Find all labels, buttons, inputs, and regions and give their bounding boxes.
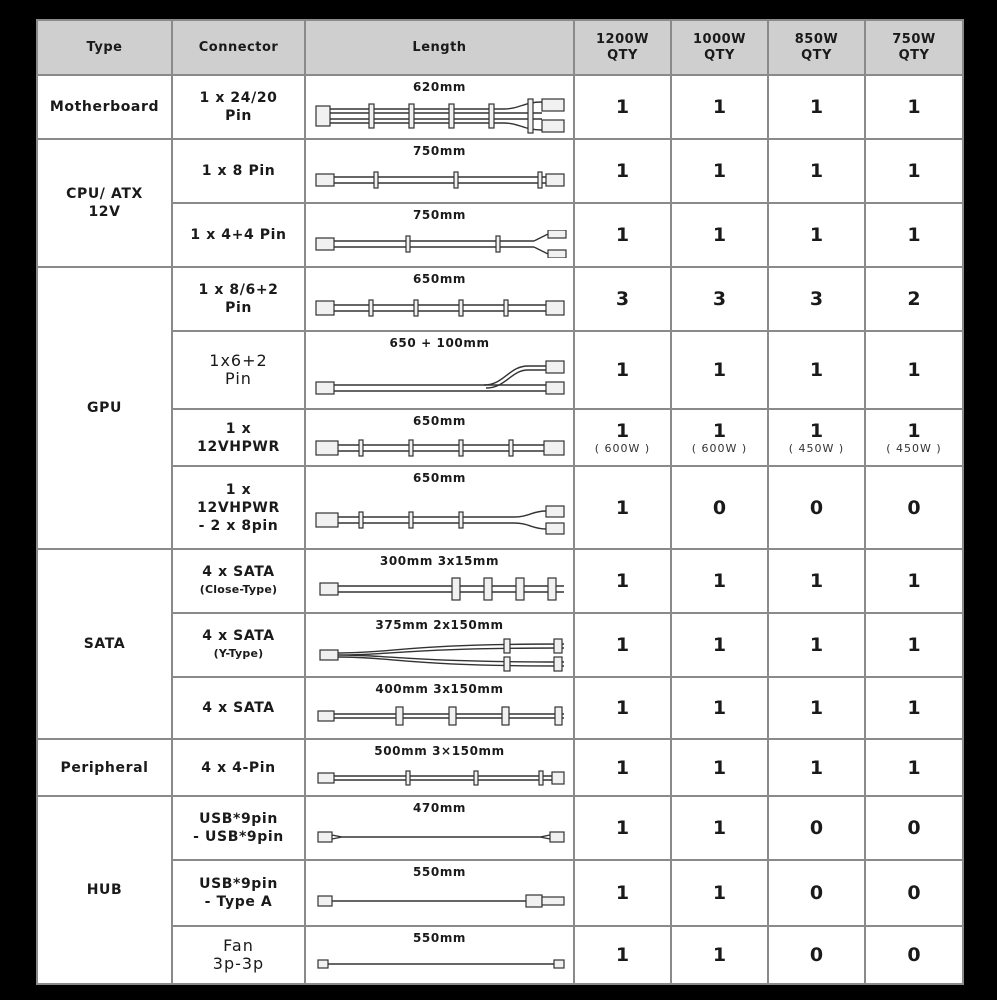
- connector-cell: [172, 677, 305, 739]
- connector-line: 4 x SATA: [202, 700, 275, 716]
- table-row: [37, 549, 963, 613]
- connector-line: 1 x 4+4 Pin: [190, 227, 287, 243]
- table-row: [37, 926, 963, 984]
- qty-cell: 1: [865, 613, 963, 677]
- header-unit: QTY: [704, 47, 735, 63]
- qty-cell: 0: [671, 466, 768, 549]
- connector-line: 3p-3p: [212, 954, 265, 973]
- qty-cell: 1: [671, 203, 768, 267]
- header-watt: 750W: [892, 31, 936, 47]
- qty-cell: 1: [671, 860, 768, 926]
- cable-spec-sheet: [36, 19, 962, 983]
- connector-line: Fan: [223, 936, 254, 955]
- qty-cell: 1: [768, 139, 865, 203]
- qty-cell: 1: [865, 677, 963, 739]
- table-row: [37, 739, 963, 796]
- length-cell: [305, 613, 574, 677]
- table-row: [37, 677, 963, 739]
- length-cell: [305, 549, 574, 613]
- connector-line: 1 x 24/20: [199, 90, 278, 106]
- connector-line: 1 x: [225, 481, 252, 498]
- table-row: [37, 203, 963, 267]
- length-label: 300mm 3x15mm: [379, 554, 500, 568]
- qty-cell: 1: [671, 75, 768, 139]
- length-label: 750mm: [412, 144, 467, 158]
- qty-cell: 1: [671, 796, 768, 860]
- qty-value: 1: [907, 420, 921, 442]
- length-cell: [305, 267, 574, 331]
- header-watt: 850W: [794, 31, 839, 47]
- qty-cell: 1: [574, 466, 671, 549]
- header-unit: QTY: [607, 47, 638, 63]
- qty-note: ( 600W ): [594, 442, 651, 455]
- qty-cell: 1: [768, 549, 865, 613]
- connector-cell: [172, 466, 305, 549]
- qty-cell: 3: [671, 267, 768, 331]
- cable-12vhpwr-icon: [314, 436, 570, 460]
- length-label: 470mm: [412, 801, 467, 815]
- cable-fan-icon: [314, 955, 570, 973]
- qty-cell: 1: [768, 677, 865, 739]
- qty-cell: 1: [671, 613, 768, 677]
- connector-cell: [172, 139, 305, 203]
- qty-cell: 1: [671, 549, 768, 613]
- qty-cell: [671, 409, 768, 466]
- qty-value: 1: [615, 420, 630, 442]
- qty-cell: 1: [865, 203, 963, 267]
- header-type: Type: [37, 20, 172, 75]
- type-line: CPU/ ATX: [66, 186, 143, 202]
- table-row: [37, 139, 963, 203]
- qty-cell: 0: [865, 926, 963, 984]
- type-cpu-atx: [37, 139, 172, 267]
- length-label: 500mm 3×150mm: [374, 744, 505, 758]
- connector-line: 4 x SATA: [202, 564, 275, 580]
- connector-cell: [172, 203, 305, 267]
- header-qty-1000w: [671, 20, 768, 75]
- connector-subtitle: (Y-Type): [213, 647, 264, 660]
- length-cell: [305, 409, 574, 466]
- type-motherboard: Motherboard: [37, 75, 172, 139]
- table-row: [37, 267, 963, 331]
- qty-cell: [768, 409, 865, 466]
- cable-spec-table: [36, 19, 964, 985]
- connector-line: Pin: [225, 108, 252, 124]
- qty-cell: 1: [671, 677, 768, 739]
- header-unit: QTY: [898, 47, 930, 63]
- connector-line: 1x6+2: [209, 351, 268, 370]
- connector-line: - 2 x 8pin: [198, 517, 279, 534]
- qty-note: ( 600W ): [691, 442, 748, 455]
- connector-line: - Type A: [204, 894, 273, 910]
- qty-cell: 1: [768, 739, 865, 796]
- length-label: 375mm 2x150mm: [375, 618, 504, 632]
- connector-cell: [172, 860, 305, 926]
- qty-cell: 0: [768, 926, 865, 984]
- qty-cell: 1: [574, 75, 671, 139]
- length-label: 750mm: [412, 208, 467, 222]
- qty-cell: 1: [574, 331, 671, 409]
- header-length: Length: [305, 20, 574, 75]
- qty-cell: 1: [574, 677, 671, 739]
- length-cell: [305, 860, 574, 926]
- qty-cell: 1: [671, 139, 768, 203]
- length-cell: [305, 739, 574, 796]
- qty-cell: 1: [768, 75, 865, 139]
- connector-line: USB*9pin: [199, 876, 278, 892]
- qty-cell: 1: [768, 203, 865, 267]
- qty-cell: 1: [865, 549, 963, 613]
- connector-cell: [172, 267, 305, 331]
- cable-usb9pin-icon: [314, 827, 570, 847]
- qty-cell: 1: [574, 796, 671, 860]
- header-connector: Connector: [172, 20, 305, 75]
- connector-line: 4 x 4-Pin: [201, 759, 276, 776]
- connector-cell: [172, 739, 305, 796]
- qty-cell: 1: [574, 926, 671, 984]
- header-unit: QTY: [801, 47, 832, 63]
- connector-line: Pin: [225, 369, 252, 388]
- qty-note: ( 450W ): [788, 442, 845, 455]
- qty-cell: 1: [574, 203, 671, 267]
- length-cell: [305, 466, 574, 549]
- qty-cell: 0: [768, 796, 865, 860]
- qty-note: ( 450W ): [886, 442, 942, 455]
- connector-cell: [172, 926, 305, 984]
- cable-usb-typea-icon: [314, 891, 570, 911]
- qty-cell: 1: [865, 75, 963, 139]
- cable-sata-y-icon: [314, 638, 570, 672]
- type-line: 12V: [88, 204, 121, 220]
- qty-value: 1: [809, 420, 824, 442]
- length-label: 650 + 100mm: [389, 336, 490, 350]
- connector-line: 1 x 8 Pin: [201, 163, 276, 179]
- connector-line: 1 x 8/6+2: [198, 282, 279, 298]
- connector-subtitle: (Close-Type): [199, 583, 278, 596]
- type-gpu: GPU: [37, 267, 172, 549]
- table-row: [37, 409, 963, 466]
- header-watt: 1200W: [595, 31, 650, 47]
- table-row: [37, 331, 963, 409]
- header-row: [37, 20, 963, 75]
- header-watt: 1000W: [692, 31, 747, 47]
- qty-cell: 1: [671, 739, 768, 796]
- connector-line: - USB*9pin: [193, 829, 284, 845]
- cable-24pin-icon: [314, 98, 570, 134]
- length-cell: [305, 926, 574, 984]
- cable-pcie-split-icon: [314, 358, 570, 398]
- qty-cell: 0: [768, 466, 865, 549]
- type-hub: HUB: [37, 796, 172, 984]
- header-qty-750w: [865, 20, 963, 75]
- length-cell: [305, 203, 574, 267]
- qty-cell: 0: [865, 796, 963, 860]
- cable-sata-icon: [314, 704, 570, 728]
- qty-cell: 1: [768, 331, 865, 409]
- cable-molex-icon: [314, 768, 570, 788]
- qty-cell: 1: [574, 739, 671, 796]
- qty-cell: 3: [574, 267, 671, 331]
- length-label: 650mm: [412, 272, 467, 286]
- connector-cell: [172, 331, 305, 409]
- qty-cell: 1: [574, 613, 671, 677]
- qty-cell: 1: [768, 613, 865, 677]
- length-label: 650mm: [412, 471, 467, 485]
- qty-cell: 1: [671, 926, 768, 984]
- qty-cell: 3: [768, 267, 865, 331]
- qty-cell: 1: [865, 739, 963, 796]
- table-row: [37, 75, 963, 139]
- qty-cell: 1: [865, 331, 963, 409]
- header-qty-1200w: [574, 20, 671, 75]
- length-cell: [305, 796, 574, 860]
- type-peripheral: Peripheral: [37, 739, 172, 796]
- length-label: 550mm: [412, 931, 467, 945]
- qty-cell: 1: [671, 331, 768, 409]
- length-cell: [305, 331, 574, 409]
- connector-line: Pin: [225, 300, 252, 316]
- connector-cell: [172, 796, 305, 860]
- length-cell: [305, 75, 574, 139]
- length-label: 650mm: [412, 414, 467, 428]
- qty-cell: 0: [865, 860, 963, 926]
- qty-cell: 1: [574, 860, 671, 926]
- qty-cell: 0: [865, 466, 963, 549]
- qty-cell: [574, 409, 671, 466]
- table-row: [37, 466, 963, 549]
- connector-cell: [172, 75, 305, 139]
- qty-cell: [865, 409, 963, 466]
- qty-value: 1: [712, 420, 727, 442]
- cable-pcie-icon: [314, 296, 570, 320]
- connector-line: 1 x: [225, 420, 252, 437]
- table-row: [37, 860, 963, 926]
- qty-cell: 2: [865, 267, 963, 331]
- connector-line: 12VHPWR: [197, 499, 280, 516]
- length-cell: [305, 677, 574, 739]
- connector-cell: [172, 549, 305, 613]
- connector-line: 4 x SATA: [202, 628, 275, 644]
- header-qty-850w: [768, 20, 865, 75]
- connector-cell: [172, 409, 305, 466]
- qty-cell: 1: [865, 139, 963, 203]
- cable-sata-close-icon: [314, 576, 570, 602]
- length-cell: [305, 139, 574, 203]
- cable-4plus4-icon: [314, 230, 570, 258]
- length-label: 550mm: [412, 865, 467, 879]
- table-row: [37, 796, 963, 860]
- length-label: 620mm: [412, 80, 467, 94]
- type-sata: SATA: [37, 549, 172, 739]
- length-label: 400mm 3x150mm: [375, 682, 504, 696]
- qty-cell: 0: [768, 860, 865, 926]
- connector-line: 12VHPWR: [197, 438, 280, 455]
- qty-cell: 1: [574, 139, 671, 203]
- cable-8pin-icon: [314, 168, 570, 192]
- qty-cell: 1: [574, 549, 671, 613]
- cable-12vhpwr-split-icon: [314, 505, 570, 535]
- connector-cell: [172, 613, 305, 677]
- table-row: [37, 613, 963, 677]
- connector-line: USB*9pin: [199, 811, 278, 827]
